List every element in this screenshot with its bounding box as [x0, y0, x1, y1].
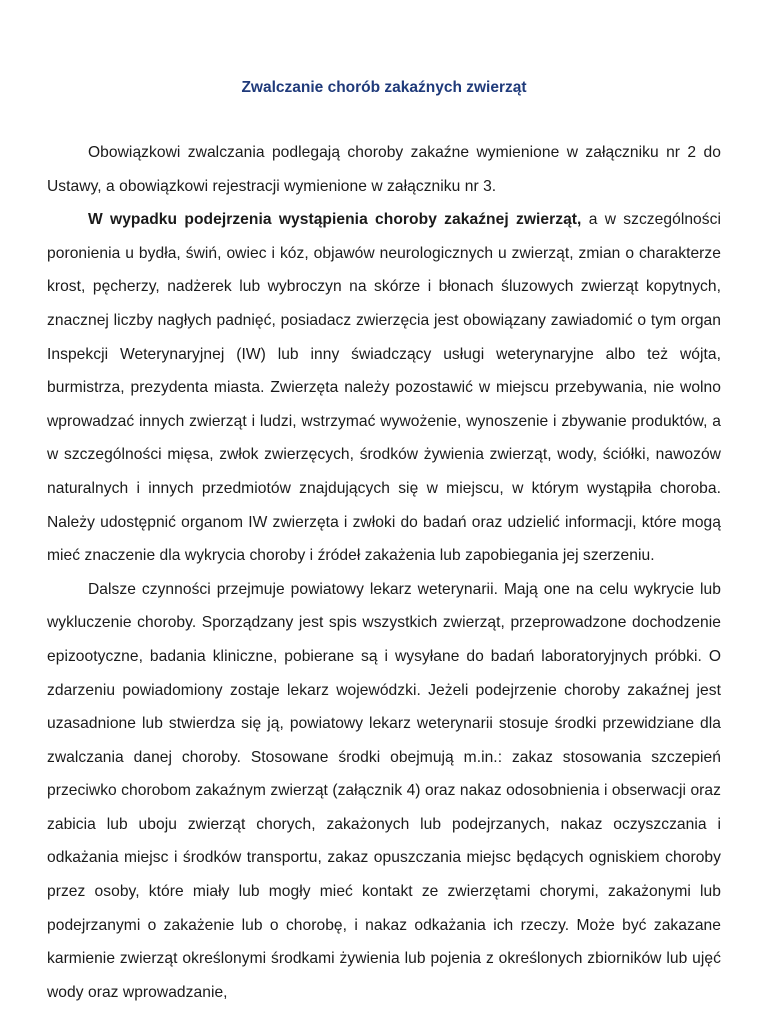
- paragraph-1-text: Obowiązkowi zwalczania podlegają choroby zakaźne wymienione w załączniku nr 2 do Ustawy, a obowiązkowi rejestracji wymienione w załączniku nr 3.: [47, 144, 721, 195]
- paragraph-3: [47, 573, 721, 1009]
- paragraph-3-text: Dalsze czynności przejmuje powiatowy lekarz weterynarii. Mają one na celu wykrycie lub wykluczenie choroby. Sporządzany jest spis wszystkich zwierząt, przeprowadzone dochodzenie epizootyczne, badania kliniczne, pobierane są i wysyłane do badań laboratoryjnych próbki. O zdarzeniu powiadomiony zostaje lekarz wojewódzki. Jeżeli podejrzenie choroby zakaźnej jest uzasadnione lub stwierdza się ją, powiatowy lekarz weterynarii stosuje środki przewidziane dla zwalczania danej choroby. Stosowane środki obejmują m.in.: zakaz stosowania szczepień przeciwko chorobom zakaźnym zwierząt (załącznik 4) oraz nakaz odosobnienia i obserwacji oraz zabicia lub uboju zwierząt chorych, zakażonych lub podejrzanych, nakaz oczyszczania i odkażania miejsc i środków transportu, zakaz opuszczania miejsc będących ogniskiem choroby przez osoby, które miały lub mogły mieć kontakt ze zwierzętami chorymi, zakażonymi lub podejrzanymi o zakażenie lub o chorobę, i nakaz odkażania ich rzeczy. Może być zakazane karmienie zwierząt określonymi środkami żywienia lub pojenia z określonych zbiorników lub ujęć wody oraz wprowadzanie,: [47, 580, 721, 1001]
- paragraph-1: [47, 136, 721, 203]
- paragraph-2: [47, 203, 721, 573]
- paragraph-2-bold-lead: W wypadku podejrzenia wystąpienia choroby zakaźnej zwierząt,: [88, 211, 582, 229]
- paragraph-2-text: a w szczególności poronienia u bydła, świń, owiec i kóz, objawów neurologicznych u zwierząt, zmian o charakterze krost, pęcherzy, nadżerek lub wybroczyn na skórze i błonach śluzowych zwierząt kopytnych, znacznej liczby nagłych padnięć, posiadacz zwierzęcia jest obowiązany zawiadomić o tym organ Inspekcji Weterynaryjnej (IW) lub inny świadczący usługi weterynaryjne albo też wójta, burmistrza, prezydenta miasta. Zwierzęta należy pozostawić w miejscu przebywania, nie wolno wprowadzać innych zwierząt i ludzi, wstrzymać wywożenie, wynoszenie i zbywanie produktów, a w szczególności mięsa, zwłok zwierzęcych, środków żywienia zwierząt, wody, ściółki, nawozów naturalnych i innych przedmiotów znajdujących się w miejscu, w którym wystąpiła choroba. Należy udostępnić organom IW zwierzęta i zwłoki do badań oraz udzielić informacji, które mogą mieć znaczenie dla wykrycia choroby i źródeł zakażenia lub zapobiegania jej szerzeniu.: [47, 211, 721, 565]
- document-title: Zwalczanie chorób zakaźnych zwierząt: [241, 79, 527, 96]
- document-page: [47, 0, 721, 1009]
